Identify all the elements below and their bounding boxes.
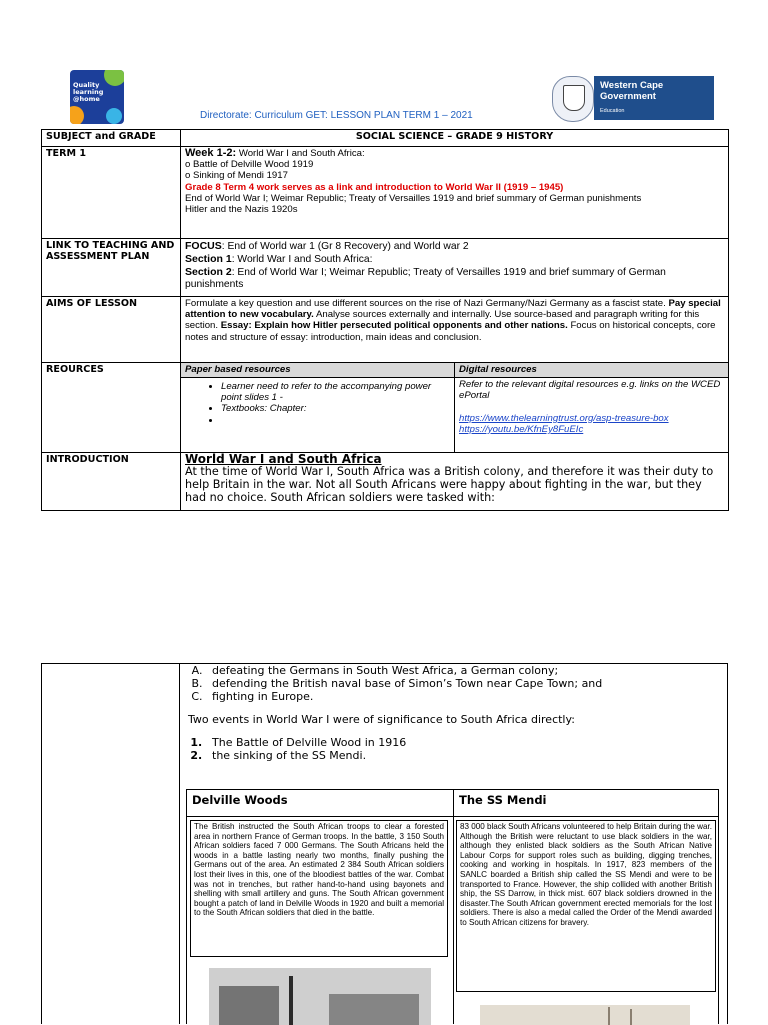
- youtube-link[interactable]: https://youtu.be/KfnEy8FuEIc: [459, 423, 584, 435]
- list-item: B. defending the British naval base of Simon’s Town near Cape Town; and: [206, 677, 721, 690]
- list-item: • Textbooks: Chapter:: [221, 403, 450, 414]
- term-content: [181, 147, 729, 239]
- logo-line-2: Government: [600, 91, 656, 102]
- link-label: LINK TO TEACHING AND ASSESSMENT PLAN: [42, 239, 181, 297]
- term-label: TERM 1: [42, 147, 181, 239]
- focus-text: : End of World war 1 (Gr 8 Recovery) and World war 2: [221, 241, 469, 252]
- intro-text: At the time of World War I, South Africa was a British colony, and therefore it was their duty to help Britain in the war. Not all South Africans were happy about fighting in the war, but they had no choice. South African soldiers were tasked with:: [185, 465, 714, 505]
- introduction-content: [181, 453, 729, 511]
- events-intro: Two events in World War I were of significance to South Africa directly:: [188, 713, 575, 726]
- mendi-heading: The SS Mendi: [459, 793, 547, 807]
- introduction-label: INTRODUCTION: [42, 453, 181, 511]
- aims-content: [181, 297, 729, 363]
- subject-value: SOCIAL SCIENCE – GRADE 9 HISTORY: [181, 130, 729, 147]
- list-item: A. defeating the Germans in South West Africa, a German colony;: [206, 664, 721, 677]
- aims-text: Formulate a key question and use different sources on the rise of Nazi Germany/Nazi Germany as a fascist state.: [185, 298, 669, 309]
- term-line: Hitler and the Nazis 1920s: [185, 204, 298, 216]
- western-cape-government-logo: [552, 76, 714, 120]
- section1-text: : World War I and South Africa:: [231, 254, 373, 265]
- paper-resources-head: Paper based resources: [181, 363, 455, 378]
- ss-mendi-photo: [480, 1005, 690, 1025]
- page2-content: [188, 664, 721, 762]
- list-item: • Learner need to refer to the accompanying power point slides 1 -: [221, 381, 450, 403]
- list-item: [221, 415, 450, 426]
- lesson-plan-table: [41, 129, 729, 511]
- digital-resources: [455, 378, 729, 453]
- intro-title: World War I and South Africa: [185, 452, 382, 466]
- aims-label: AIMS OF LESSON: [42, 297, 181, 363]
- logo-line-1: Western Cape: [600, 80, 664, 91]
- directorate-title: Directorate: Curriculum GET: LESSON PLAN TERM 1 – 2021: [200, 110, 473, 121]
- section2-label: Section 2: [185, 266, 232, 278]
- delville-heading: Delville Woods: [192, 793, 288, 807]
- aims-text: Focus on historical concepts, core notes and structure of essay: introduction, main ideas and conclusion.: [185, 320, 716, 343]
- term-item: o Sinking of Mendi 1917: [185, 170, 288, 182]
- digital-resources-head: Digital resources: [455, 363, 729, 378]
- term-line: End of World War I; Weimar Republic; Treaty of Versailles 1919 and brief summary of German punishments: [185, 192, 642, 204]
- logo-left-text: Quality learning @home: [73, 81, 104, 103]
- section1-label: Section 1: [185, 253, 232, 265]
- aims-bold: Essay: Explain how Hitler persecuted political opponents and other nations.: [220, 320, 568, 332]
- paper-resources: [181, 378, 455, 453]
- coat-of-arms-icon: [552, 76, 594, 122]
- aims-text: Analyse sources externally and internally. Use source-based and paragraph writing for this section.: [185, 309, 700, 332]
- subject-label: SUBJECT and GRADE: [42, 130, 181, 147]
- learning-trust-link[interactable]: https://www.thelearningtrust.org/asp-treasure-box: [459, 412, 669, 424]
- link-content: [181, 239, 729, 297]
- digital-text: Refer to the relevant digital resources e.g. links on the WCED ePortal: [459, 379, 721, 402]
- list-item: C. fighting in Europe.: [206, 690, 721, 703]
- resources-label: REOURCES: [42, 363, 181, 453]
- week-value: World War I and South Africa:: [238, 148, 365, 159]
- delville-wood-photo: [209, 968, 431, 1025]
- section2-text: : End of World War I; Weimar Republic; Treaty of Versailles 1919 and brief summary of German punishments: [185, 267, 666, 290]
- list-item: 1. The Battle of Delville Wood in 1916: [206, 736, 721, 749]
- mendi-text: 83 000 black South Africans volunteered to help Britain during the war. Although the British were reluctant to use black soldiers in the war, although they enlisted black soldiers as the South African Native Labour Corps for support roles such as building, digging trenches, cooking and working in hospitals. In 1917, 823 members of the SANLC boarded a British ship called the SS Mendi and were to be transported to France. However, the ship collided with another British ship, the SS Darrow, in thick mist. 607 black soldiers drowned in the disaster.The South African government erected memorials for the lost soldiers. There is also a medal called the Order of the Mendi awarded to South African citizens for bravery.: [456, 820, 716, 992]
- quality-learning-logo: [70, 70, 124, 124]
- aims-bold: Pay special attention to new vocabulary.: [185, 298, 721, 321]
- week-label: Week 1-2:: [185, 147, 237, 159]
- delville-text: The British instructed the South African troops to clear a forested area in northern France of German troops. In the battle, 3 150 South African soldiers faced 7 000 Germans. The South Africans held the woods in a battle lasting nearly two months, finally pushing the Germans out of the area. An estimated 2 384 South African soldiers lost their lives in this, one of the bloodiest battles of the war. Combat was not in trenches, but rather hand-to-hand using bayonets and shelling with small artillery and guns. The South African government bought a patch of land in Delville Woods in 1920 and built a memorial to the South African soldiers that died in the battle.: [190, 820, 448, 957]
- events-comparison-table: [186, 789, 719, 1024]
- focus-label: FOCUS: [185, 240, 222, 252]
- list-item: 2. the sinking of the SS Mendi.: [206, 749, 721, 762]
- events-list: [188, 736, 721, 762]
- tasks-list: [188, 664, 721, 703]
- term-red-note: Grade 8 Term 4 work serves as a link and introduction to World War II (1919 – 1945): [185, 181, 564, 193]
- logo-line-3: Education: [600, 108, 625, 114]
- term-item: o Battle of Delville Wood 1919: [185, 159, 314, 171]
